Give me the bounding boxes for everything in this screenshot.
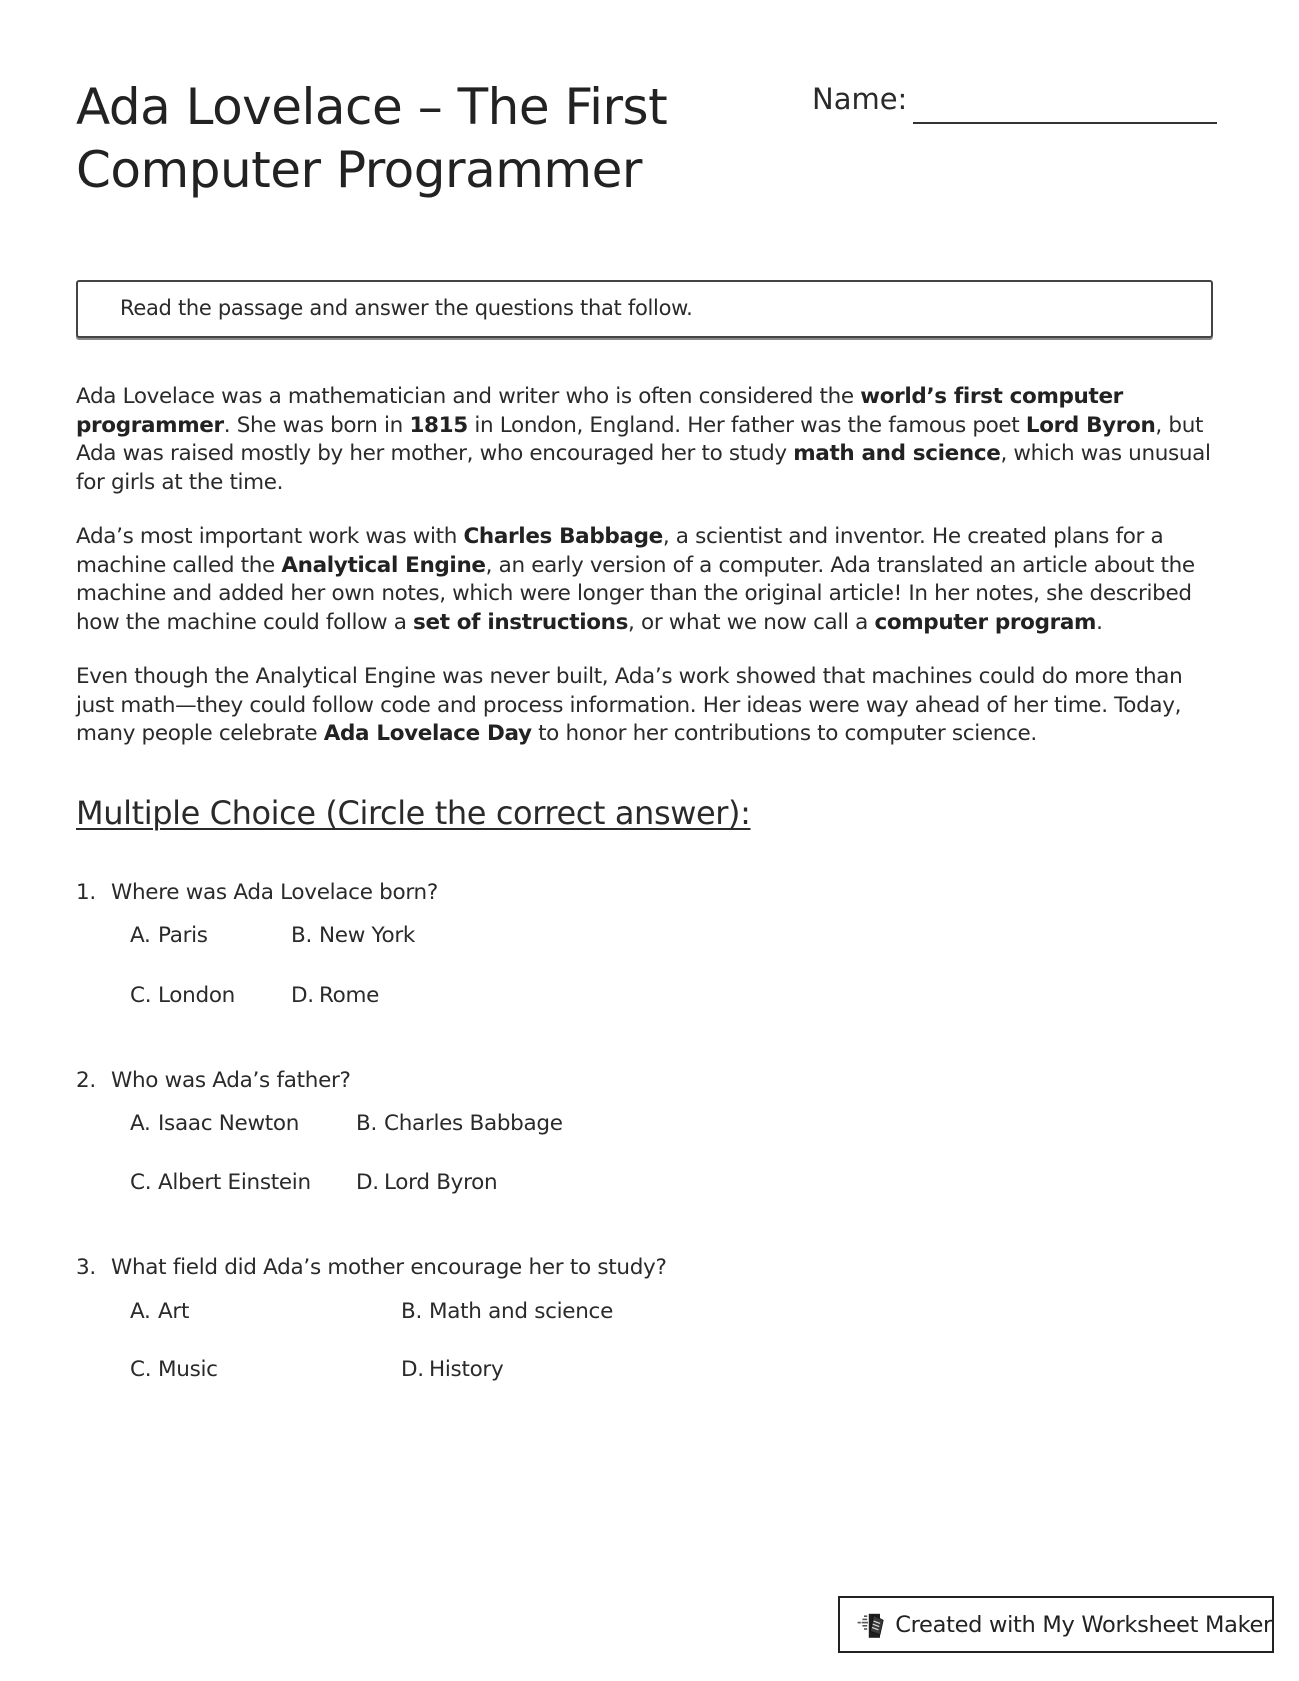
- bold-term: Charles Babbage: [463, 524, 663, 549]
- bold-term: Lord Byron: [1025, 412, 1156, 438]
- question-number: 2.: [76, 1068, 96, 1093]
- bold-term: Ada Lovelace Day: [323, 721, 532, 746]
- instructions-text: Read the passage and answer the questions that follow.: [120, 296, 693, 320]
- option-d[interactable]: [356, 1170, 497, 1195]
- text: , an early version of a computer. Ada translated an article about the machine and added her own notes, which were longer than the original article! In her notes, she described how the machine could follow a: [76, 552, 1195, 635]
- option-text: New York: [319, 923, 416, 948]
- text: Ada Lovelace was a mathematician and writer who is often considered the: [76, 384, 861, 409]
- option-letter: C.: [130, 1170, 152, 1195]
- created-with-text: Created with My Worksheet Maker: [895, 1611, 1272, 1638]
- text: .: [1096, 609, 1103, 635]
- option-text: Rome: [319, 983, 380, 1008]
- multiple-choice-heading: Multiple Choice (Circle the correct answer):: [76, 794, 751, 832]
- option-text: Math and science: [429, 1299, 613, 1324]
- text: . She was born in: [223, 412, 410, 438]
- option-letter: D.: [291, 983, 314, 1008]
- option-c[interactable]: [130, 983, 235, 1008]
- bold-term: 1815: [409, 412, 468, 438]
- text: to honor her contributions to computer science.: [531, 721, 1037, 746]
- question-text: What field did Ada’s mother encourage her to study?: [111, 1255, 667, 1280]
- title-line-1: Ada Lovelace – The First: [76, 78, 668, 136]
- option-text: Albert Einstein: [158, 1170, 311, 1195]
- text: Ada’s most important work was with: [76, 524, 464, 549]
- question-text: Who was Ada’s father?: [111, 1068, 351, 1093]
- question-text: Where was Ada Lovelace born?: [111, 880, 438, 905]
- option-d[interactable]: [291, 983, 379, 1008]
- bold-term: computer program: [874, 609, 1097, 635]
- option-letter: A.: [130, 1111, 151, 1136]
- option-letter: D.: [401, 1357, 424, 1382]
- passage-paragraph-1: [76, 383, 1226, 497]
- option-c[interactable]: [130, 1357, 218, 1382]
- name-blank-line[interactable]: [913, 122, 1217, 124]
- option-letter: B.: [356, 1111, 377, 1136]
- option-text: Lord Byron: [384, 1170, 498, 1195]
- text: Even though the Analytical Engine was never built, Ada’s work showed that machines could do more than just math—they could follow code and process information. Her ideas were way ahead of her time. Today, many people celebrate: [76, 664, 1183, 746]
- instructions-box: [76, 280, 1213, 338]
- bold-term: set of instructions: [413, 609, 629, 635]
- option-letter: A.: [130, 923, 151, 948]
- name-label: Name:: [812, 82, 908, 116]
- bold-term: Analytical Engine: [281, 552, 486, 578]
- option-b[interactable]: [291, 923, 415, 948]
- option-text: Isaac Newton: [158, 1111, 300, 1136]
- passage-paragraph-2: [76, 523, 1226, 637]
- page-title: [76, 76, 716, 202]
- option-text: Paris: [158, 923, 208, 948]
- worksheet-maker-logo-icon: [856, 1607, 891, 1643]
- bold-term: math and science: [793, 441, 1001, 466]
- option-b[interactable]: [401, 1299, 613, 1324]
- passage-paragraph-3: [76, 663, 1226, 749]
- option-d[interactable]: [401, 1357, 503, 1382]
- option-letter: B.: [291, 923, 312, 948]
- option-text: Art: [158, 1299, 190, 1324]
- option-letter: C.: [130, 1357, 152, 1382]
- option-text: London: [158, 983, 236, 1008]
- name-field: [812, 80, 1217, 130]
- created-with-badge[interactable]: [838, 1596, 1274, 1653]
- option-letter: B.: [401, 1299, 422, 1324]
- option-text: Music: [158, 1357, 218, 1382]
- reading-passage: [76, 383, 1226, 775]
- option-a[interactable]: [130, 923, 208, 948]
- option-a[interactable]: [130, 1299, 189, 1324]
- option-letter: C.: [130, 983, 152, 1008]
- text: , or what we now call a: [628, 609, 875, 635]
- option-b[interactable]: [356, 1111, 563, 1136]
- option-letter: D.: [356, 1170, 379, 1195]
- question-number: 3.: [76, 1255, 96, 1280]
- text: , which was unusual for girls at the time.: [76, 441, 1211, 495]
- bold-term: world’s first computer programmer: [76, 384, 1123, 438]
- question-number: 1.: [76, 880, 96, 905]
- option-letter: A.: [130, 1299, 151, 1324]
- option-text: Charles Babbage: [384, 1111, 563, 1136]
- option-text: History: [429, 1357, 504, 1382]
- title-line-2: Computer Programmer: [76, 141, 642, 199]
- text: , but Ada was raised mostly by her mother, who encouraged her to study: [76, 412, 1204, 466]
- text: , a scientist and inventor. He created plans for a machine called the: [76, 524, 1164, 578]
- option-a[interactable]: [130, 1111, 299, 1136]
- option-c[interactable]: [130, 1170, 311, 1195]
- text: in London, England. Her father was the famous poet: [467, 412, 1026, 438]
